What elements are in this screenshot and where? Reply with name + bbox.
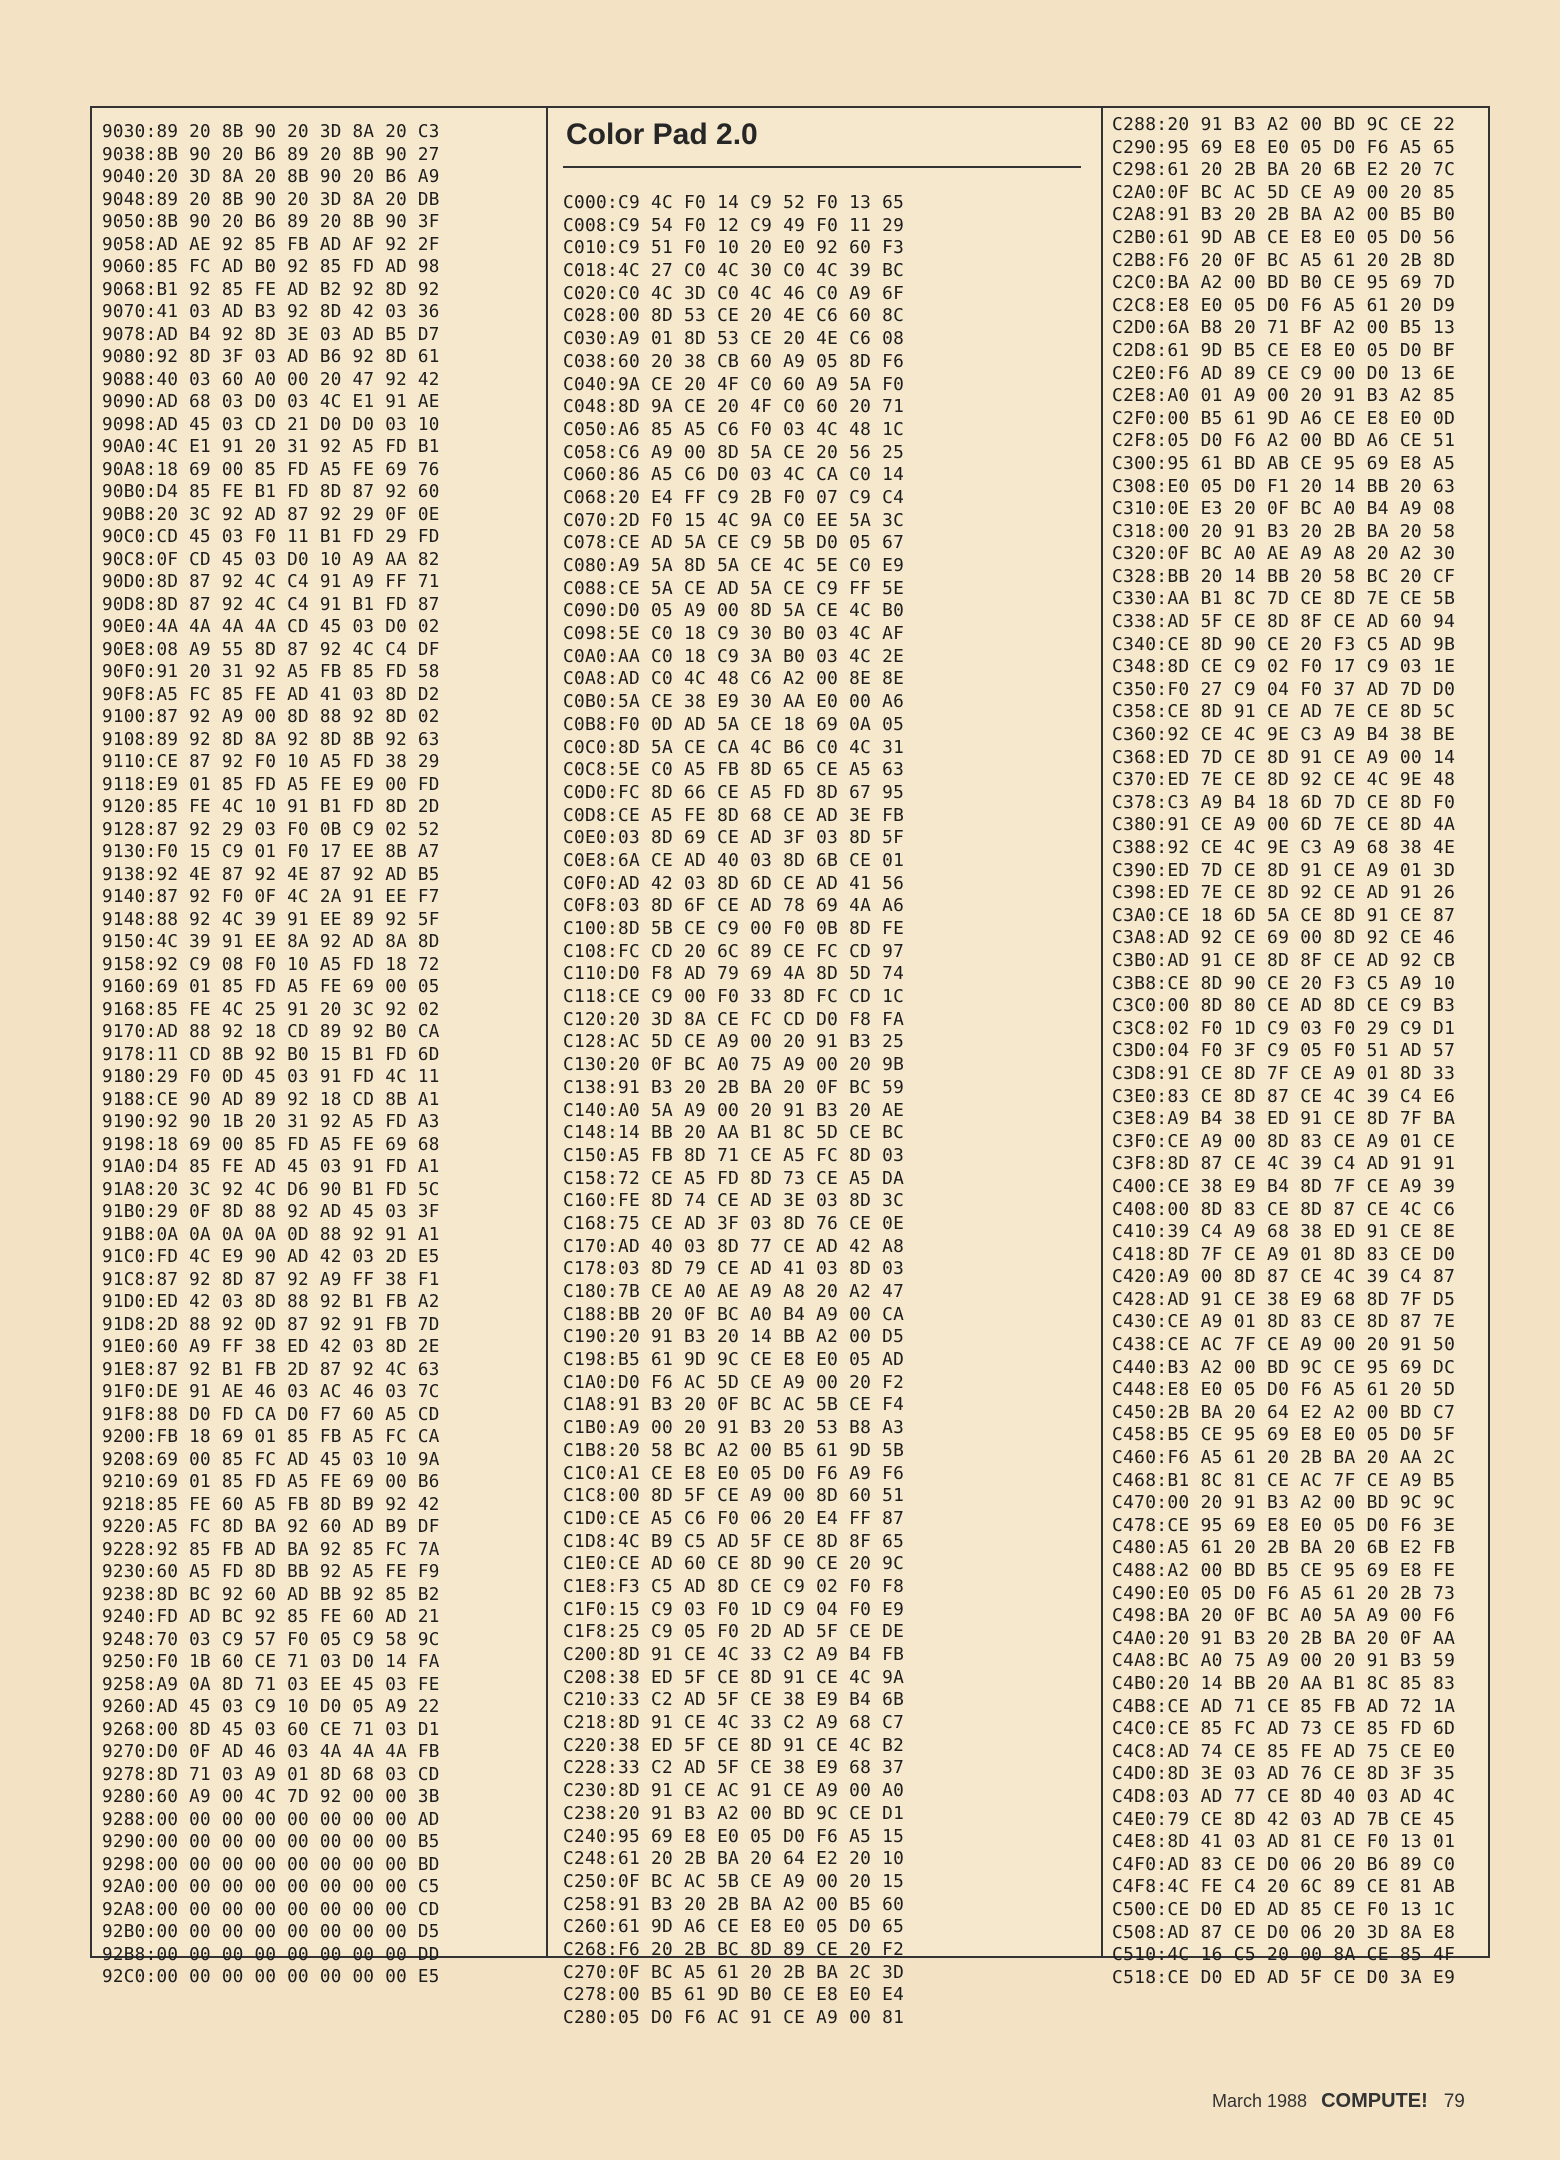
listing-line: 91D8:2D 88 92 0D 87 92 91 FB 7D <box>102 1314 440 1335</box>
listing-line: C478:CE 95 69 E8 E0 05 D0 F6 3E <box>1112 1514 1456 1536</box>
listing-line: C460:F6 A5 61 20 2B BA 20 AA 2C <box>1112 1447 1456 1469</box>
listing-line: 9220:A5 FC 8D BA 92 60 AD B9 DF <box>102 1517 440 1537</box>
listing-line: C260:61 9D A6 CE E8 E0 05 D0 65 <box>563 1916 905 1938</box>
listing-line: 9280:60 A9 00 4C 7D 92 00 00 3B <box>102 1787 440 1807</box>
listing-line: C058:C6 A9 00 8D 5A CE 20 56 25 <box>563 441 905 463</box>
listing-line: 91F8:88 D0 FD CA D0 F7 60 A5 CD <box>102 1404 440 1425</box>
listing-line: 9148:88 92 4C 39 91 EE 89 92 5F <box>102 909 440 930</box>
listing-line: C228:33 C2 AD 5F CE 38 E9 68 37 <box>563 1757 905 1779</box>
listing-line: C108:FC CD 20 6C 89 CE FC CD 97 <box>563 940 905 962</box>
listing-line: C3B8:CE 8D 90 CE 20 F3 C5 A9 10 <box>1112 972 1456 994</box>
listing-line: C328:BB 20 14 BB 20 58 BC 20 CF <box>1112 565 1456 587</box>
listing-line: C3C8:02 F0 1D C9 03 F0 29 C9 D1 <box>1112 1017 1456 1039</box>
listing-line: C400:CE 38 E9 B4 8D 7F CE A9 39 <box>1112 1175 1456 1197</box>
listing-line: C3D8:91 CE 8D 7F CE A9 01 8D 33 <box>1112 1062 1456 1084</box>
listing-line: 90A0:4C E1 91 20 31 92 A5 FD B1 <box>102 437 440 457</box>
listing-line: C238:20 91 B3 A2 00 BD 9C CE D1 <box>563 1802 905 1824</box>
page-number: 79 <box>1443 2091 1465 2112</box>
listing-line: C2E8:A0 01 A9 00 20 91 B3 A2 85 <box>1112 385 1456 407</box>
listing-line: 9120:85 FE 4C 10 91 B1 FD 8D 2D <box>102 797 440 817</box>
listing-line: 91C8:87 92 8D 87 92 A9 FF 38 F1 <box>102 1269 440 1290</box>
listing-line: 9090:AD 68 03 D0 03 4C E1 91 AE <box>102 392 440 412</box>
listing-line: C4C0:CE 85 FC AD 73 CE 85 FD 6D <box>1112 1718 1456 1740</box>
article-title: Color Pad 2.0 <box>566 118 758 151</box>
listing-line: C150:A5 FB 8D 71 CE A5 FC 8D 03 <box>563 1144 905 1166</box>
listing-line: C1B0:A9 00 20 91 B3 20 53 B8 A3 <box>563 1417 905 1439</box>
magazine-name: COMPUTE! <box>1321 2090 1428 2112</box>
listing-line: 9270:D0 0F AD 46 03 4A 4A 4A FB <box>102 1742 440 1762</box>
listing-line: C1A0:D0 F6 AC 5D CE A9 00 20 F2 <box>563 1371 905 1393</box>
listing-line: C138:91 B3 20 2B BA 20 0F BC 59 <box>563 1076 905 1098</box>
listing-line: 90A8:18 69 00 85 FD A5 FE 69 76 <box>102 459 440 480</box>
listing-line: 91F0:DE 91 AE 46 03 AC 46 03 7C <box>102 1382 440 1402</box>
listing-line: 92A8:00 00 00 00 00 00 00 00 CD <box>102 1899 440 1920</box>
listing-line: C240:95 69 E8 E0 05 D0 F6 A5 15 <box>563 1825 905 1847</box>
listing-line: 91B0:29 0F 8D 88 92 AD 45 03 3F <box>102 1202 440 1222</box>
listing-line: C070:2D F0 15 4C 9A C0 EE 5A 3C <box>563 509 905 531</box>
listing-line: C190:20 91 B3 20 14 BB A2 00 D5 <box>563 1326 905 1348</box>
listing-line: C068:20 E4 FF C9 2B F0 07 C9 C4 <box>563 486 905 508</box>
listing-line: C4D8:03 AD 77 CE 8D 40 03 AD 4C <box>1112 1785 1456 1807</box>
listing-line: C500:CE D0 ED AD 85 CE F0 13 1C <box>1112 1898 1456 1920</box>
listing-line: 9058:AD AE 92 85 FB AD AF 92 2F <box>102 234 440 255</box>
listing-line: C048:8D 9A CE 20 4F C0 60 20 71 <box>563 396 905 418</box>
listing-line: 9118:E9 01 85 FD A5 FE E9 00 FD <box>102 774 440 795</box>
listing-line: C298:61 20 2B BA 20 6B E2 20 7C <box>1112 159 1456 181</box>
listing-line: C018:4C 27 C0 4C 30 C0 4C 39 BC <box>563 260 905 282</box>
listing-line: 9140:87 92 F0 0F 4C 2A 91 EE F7 <box>102 887 440 907</box>
listing-line: C1D8:4C B9 C5 AD 5F CE 8D 8F 65 <box>563 1530 905 1552</box>
listing-line: C0B0:5A CE 38 E9 30 AA E0 00 A6 <box>563 691 905 713</box>
listing-line: C420:A9 00 8D 87 CE 4C 39 C4 87 <box>1112 1266 1456 1288</box>
listing-line: 9138:92 4E 87 92 4E 87 92 AD B5 <box>102 864 440 885</box>
listing-line: 9190:92 90 1B 20 31 92 A5 FD A3 <box>102 1112 440 1132</box>
listing-line: 9188:CE 90 AD 89 92 18 CD 8B A1 <box>102 1089 440 1110</box>
listing-line: 9128:87 92 29 03 F0 0B C9 02 52 <box>102 819 440 840</box>
listing-line: C080:A9 5A 8D 5A CE 4C 5E C0 E9 <box>563 555 905 576</box>
listing-line: C388:92 CE 4C 9E C3 A9 68 38 4E <box>1112 837 1456 858</box>
listing-line: 92B0:00 00 00 00 00 00 00 00 D5 <box>102 1922 440 1942</box>
listing-line: C3A8:AD 92 CE 69 00 8D 92 CE 46 <box>1112 927 1456 949</box>
listing-line: 9218:85 FE 60 A5 FB 8D B9 92 42 <box>102 1494 440 1515</box>
listing-line: C310:0E E3 20 0F BC A0 B4 A9 08 <box>1112 498 1456 520</box>
listing-line: C220:38 ED 5F CE 8D 91 CE 4C B2 <box>563 1734 905 1756</box>
listing-line: C428:AD 91 CE 38 E9 68 8D 7F D5 <box>1112 1288 1456 1310</box>
listing-line: C170:AD 40 03 8D 77 CE AD 42 A8 <box>563 1235 905 1257</box>
listing-line: C418:8D 7F CE A9 01 8D 83 CE D0 <box>1112 1243 1456 1265</box>
listing-line: C2D8:61 9D B5 CE E8 E0 05 D0 BF <box>1112 339 1456 361</box>
listing-line: C008:C9 54 F0 12 C9 49 F0 11 29 <box>563 214 905 236</box>
listing-line: C140:A0 5A A9 00 20 91 B3 20 AE <box>563 1099 905 1121</box>
listing-line: C180:7B CE A0 AE A9 A8 20 A2 47 <box>563 1281 905 1302</box>
listing-line: C178:03 8D 79 CE AD 41 03 8D 03 <box>563 1258 905 1280</box>
listing-line: C300:95 61 BD AB CE 95 69 E8 A5 <box>1112 452 1456 474</box>
listing-line: C440:B3 A2 00 BD 9C CE 95 69 DC <box>1112 1356 1456 1378</box>
listing-line: 9110:CE 87 92 F0 10 A5 FD 38 29 <box>102 752 440 772</box>
listing-line: 90E8:08 A9 55 8D 87 92 4C C4 DF <box>102 639 440 660</box>
listing-line: 9160:69 01 85 FD A5 FE 69 00 05 <box>102 977 440 997</box>
listing-line: C340:CE 8D 90 CE 20 F3 C5 AD 9B <box>1112 633 1456 655</box>
listing-line: C2F8:05 D0 F6 A2 00 BD A6 CE 51 <box>1112 430 1456 452</box>
listing-line: C430:CE A9 01 8D 83 CE 8D 87 7E <box>1112 1311 1456 1333</box>
listing-line: C450:2B BA 20 64 E2 A2 00 BD C7 <box>1112 1401 1456 1423</box>
listing-line: C4A8:BC A0 75 A9 00 20 91 B3 59 <box>1112 1650 1456 1672</box>
listing-line: C2B8:F6 20 0F BC A5 61 20 2B 8D <box>1112 249 1456 271</box>
listing-line: C3E8:A9 B4 38 ED 91 CE 8D 7F BA <box>1112 1108 1456 1130</box>
listing-line: C410:39 C4 A9 68 38 ED 91 CE 8E <box>1112 1221 1456 1243</box>
listing-line: C0B8:F0 0D AD 5A CE 18 69 0A 05 <box>563 713 905 735</box>
listing-line: C368:ED 7D CE 8D 91 CE A9 00 14 <box>1112 746 1456 768</box>
listing-line: C4F0:AD 83 CE D0 06 20 B6 89 C0 <box>1112 1853 1456 1875</box>
listing-line: 91E8:87 92 B1 FB 2D 87 92 4C 63 <box>102 1359 440 1380</box>
listing-line: C448:E8 E0 05 D0 F6 A5 61 20 5D <box>1112 1379 1456 1401</box>
listing-line: 90C8:0F CD 45 03 D0 10 A9 AA 82 <box>102 549 440 570</box>
listing-line: C398:ED 7E CE 8D 92 CE AD 91 26 <box>1112 882 1456 904</box>
listing-line: C158:72 CE A5 FD 8D 73 CE A5 DA <box>563 1167 905 1189</box>
listing-line: C318:00 20 91 B3 20 2B BA 20 58 <box>1112 520 1456 542</box>
listing-line: C218:8D 91 CE 4C 33 C2 A9 68 C7 <box>563 1712 905 1734</box>
listing-line: 91E0:60 A9 FF 38 ED 42 03 8D 2E <box>102 1337 440 1357</box>
listing-line: 9040:20 3D 8A 20 8B 90 20 B6 A9 <box>102 167 440 187</box>
listing-line: C2C0:BA A2 00 BD B0 CE 95 69 7D <box>1112 272 1456 294</box>
listing-line: C0A8:AD C0 4C 48 C6 A2 00 8E 8E <box>563 668 905 690</box>
listing-line: 90B0:D4 85 FE B1 FD 8D 87 92 60 <box>102 482 440 502</box>
listing-line: C128:AC 5D CE A9 00 20 91 B3 25 <box>563 1031 905 1053</box>
listing-line: C2B0:61 9D AB CE E8 E0 05 D0 56 <box>1112 226 1456 248</box>
listing-line: C098:5E C0 18 C9 30 B0 03 4C AF <box>563 623 905 645</box>
listing-line: 9198:18 69 00 85 FD A5 FE 69 68 <box>102 1134 440 1155</box>
listing-line: C030:A9 01 8D 53 CE 20 4E C6 08 <box>563 328 905 350</box>
listing-line: C088:CE 5A CE AD 5A CE C9 FF 5E <box>563 577 905 599</box>
listing-line: C2D0:6A B8 20 71 BF A2 00 B5 13 <box>1112 317 1456 339</box>
listing-line: 9180:29 F0 0D 45 03 91 FD 4C 11 <box>102 1067 440 1087</box>
listing-line: 92C0:00 00 00 00 00 00 00 00 E5 <box>102 1967 440 1987</box>
listing-line: C038:60 20 38 CB 60 A9 05 8D F6 <box>563 350 905 372</box>
listing-line: 9228:92 85 FB AD BA 92 85 FC 7A <box>102 1539 440 1560</box>
listing-line: C2A0:0F BC AC 5D CE A9 00 20 85 <box>1112 181 1456 203</box>
listing-line: C1E8:F3 C5 AD 8D CE C9 02 F0 F8 <box>563 1575 905 1597</box>
listing-line: 9088:40 03 60 A0 00 20 47 92 42 <box>102 369 440 390</box>
listing-line: 9070:41 03 AD B3 92 8D 42 03 36 <box>102 302 440 322</box>
listing-line: 90D0:8D 87 92 4C C4 91 A9 FF 71 <box>102 572 440 592</box>
page-footer <box>1212 2090 1492 2120</box>
listing-line: C040:9A CE 20 4F C0 60 A9 5A F0 <box>563 373 905 395</box>
listing-line: C230:8D 91 CE AC 91 CE A9 00 A0 <box>563 1780 905 1802</box>
listing-line: 9230:60 A5 FD 8D BB 92 A5 FE F9 <box>102 1562 440 1582</box>
listing-line: 9048:89 20 8B 90 20 3D 8A 20 DB <box>102 189 440 210</box>
listing-line: C000:C9 4C F0 14 C9 52 F0 13 65 <box>563 192 905 213</box>
listing-line: C0F0:AD 42 03 8D 6D CE AD 41 56 <box>563 872 905 894</box>
listing-line: C248:61 20 2B BA 20 64 E2 20 10 <box>563 1848 905 1870</box>
listing-line: C110:D0 F8 AD 79 69 4A 8D 5D 74 <box>563 963 905 985</box>
listing-line: 9200:FB 18 69 01 85 FB A5 FC CA <box>102 1427 440 1447</box>
listing-line: 9260:AD 45 03 C9 10 D0 05 A9 22 <box>102 1697 440 1717</box>
listing-line: C0D8:CE A5 FE 8D 68 CE AD 3E FB <box>563 804 905 826</box>
listing-line: C518:CE D0 ED AD 5F CE D0 3A E9 <box>1112 1966 1456 1988</box>
listing-line: C4D0:8D 3E 03 AD 76 CE 8D 3F 35 <box>1112 1763 1456 1785</box>
right-listing-column <box>1103 108 1488 1988</box>
listing-line: C320:0F BC A0 AE A9 A8 20 A2 30 <box>1112 543 1456 565</box>
listing-line: 9250:F0 1B 60 CE 71 03 D0 14 FA <box>102 1652 440 1672</box>
listing-line: 92A0:00 00 00 00 00 00 00 00 C5 <box>102 1877 440 1897</box>
listing-line: C380:91 CE A9 00 6D 7E CE 8D 4A <box>1112 814 1456 836</box>
listing-line: C250:0F BC AC 5B CE A9 00 20 15 <box>563 1870 905 1892</box>
listing-line: C1F0:15 C9 03 F0 1D C9 04 F0 E9 <box>563 1598 905 1620</box>
listing-frame <box>90 106 1490 2028</box>
listing-line: 9240:FD AD BC 92 85 FE 60 AD 21 <box>102 1607 440 1627</box>
listing-line: C290:95 69 E8 E0 05 D0 F6 A5 65 <box>1112 136 1456 158</box>
listing-line: C4F8:4C FE C4 20 6C 89 CE 81 AB <box>1112 1876 1456 1898</box>
listing-line: C1C8:00 8D 5F CE A9 00 8D 60 51 <box>563 1485 905 1507</box>
listing-line: C378:C3 A9 B4 18 6D 7D CE 8D F0 <box>1112 791 1456 813</box>
listing-line: 90E0:4A 4A 4A 4A CD 45 03 D0 02 <box>102 617 440 637</box>
listing-line: C1E0:CE AD 60 CE 8D 90 CE 20 9C <box>563 1553 905 1575</box>
listing-line: C4E8:8D 41 03 AD 81 CE F0 13 01 <box>1112 1831 1456 1853</box>
listing-line: C050:A6 85 A5 C6 F0 03 4C 48 1C <box>563 418 905 440</box>
listing-line: 9080:92 8D 3F 03 AD B6 92 8D 61 <box>102 347 440 367</box>
listing-line: C3E0:83 CE 8D 87 CE 4C 39 C4 E6 <box>1112 1085 1456 1107</box>
listing-line: 9038:8B 90 20 B6 89 20 8B 90 27 <box>102 144 440 165</box>
listing-line: C2C8:E8 E0 05 D0 F6 A5 61 20 D9 <box>1112 294 1456 316</box>
listing-line: 9210:69 01 85 FD A5 FE 69 00 B6 <box>102 1472 440 1492</box>
listing-line: 91A0:D4 85 FE AD 45 03 91 FD A1 <box>102 1157 440 1177</box>
listing-line: C490:E0 05 D0 F6 A5 61 20 2B 73 <box>1112 1582 1456 1604</box>
listing-line: C498:BA 20 0F BC A0 5A A9 00 F6 <box>1112 1605 1456 1627</box>
middle-listing-column <box>546 108 1103 2028</box>
listing-line: C3F0:CE A9 00 8D 83 CE A9 01 CE <box>1112 1130 1456 1152</box>
listing-line: 9298:00 00 00 00 00 00 00 00 BD <box>102 1854 440 1875</box>
listing-line: 9078:AD B4 92 8D 3E 03 AD B5 D7 <box>102 324 440 345</box>
listing-line: 9288:00 00 00 00 00 00 00 00 AD <box>102 1809 440 1830</box>
title-divider <box>563 166 1081 168</box>
listing-line: 9238:8D BC 92 60 AD BB 92 85 B2 <box>102 1584 440 1605</box>
listing-line: C330:AA B1 8C 7D CE 8D 7E CE 5B <box>1112 588 1456 610</box>
listing-line: C060:86 A5 C6 D0 03 4C CA C0 14 <box>563 464 905 486</box>
listing-line: C1F8:25 C9 05 F0 2D AD 5F CE DE <box>563 1621 905 1643</box>
listing-line: C100:8D 5B CE C9 00 F0 0B 8D FE <box>563 918 905 939</box>
listing-line: C438:CE AC 7F CE A9 00 20 91 50 <box>1112 1334 1456 1356</box>
listing-line: C0C0:8D 5A CE CA 4C B6 C0 4C 31 <box>563 736 905 758</box>
listing-line: 91A8:20 3C 92 4C D6 90 B1 FD 5C <box>102 1179 440 1200</box>
listing-line: C4B0:20 14 BB 20 AA B1 8C 85 83 <box>1112 1672 1456 1694</box>
listing-line: C280:05 D0 F6 AC 91 CE A9 00 81 <box>563 2007 905 2028</box>
listing-line: C4E0:79 CE 8D 42 03 AD 7B CE 45 <box>1112 1808 1456 1830</box>
listing-line: 91C0:FD 4C E9 90 AD 42 03 2D E5 <box>102 1247 440 1267</box>
listing-line: 9060:85 FC AD B0 92 85 FD AD 98 <box>102 257 440 277</box>
listing-line: C3B0:AD 91 CE 8D 8F CE AD 92 CB <box>1112 949 1456 971</box>
listing-line: 9208:69 00 85 FC AD 45 03 10 9A <box>102 1449 440 1470</box>
listing-line: C1A8:91 B3 20 0F BC AC 5B CE F4 <box>563 1394 905 1416</box>
listing-line: C4C8:AD 74 CE 85 FE AD 75 CE E0 <box>1112 1740 1456 1762</box>
listing-line: C160:FE 8D 74 CE AD 3E 03 8D 3C <box>563 1190 905 1212</box>
listing-line: C348:8D CE C9 02 F0 17 C9 03 1E <box>1112 656 1456 678</box>
listing-line: 9108:89 92 8D 8A 92 8D 8B 92 63 <box>102 729 440 750</box>
listing-line: C408:00 8D 83 CE 8D 87 CE 4C C6 <box>1112 1198 1456 1220</box>
listing-line: C130:20 0F BC A0 75 A9 00 20 9B <box>563 1054 905 1076</box>
listing-line: 9050:8B 90 20 B6 89 20 8B 90 3F <box>102 212 440 232</box>
listing-line: C338:AD 5F CE 8D 8F CE AD 60 94 <box>1112 611 1456 633</box>
listing-line: 9278:8D 71 03 A9 01 8D 68 03 CD <box>102 1764 440 1785</box>
listing-line: 9290:00 00 00 00 00 00 00 00 B5 <box>102 1832 440 1852</box>
listing-line: C2F0:00 B5 61 9D A6 CE E8 E0 0D <box>1112 407 1456 429</box>
listing-line: 90F0:91 20 31 92 A5 FB 85 FD 58 <box>102 662 440 682</box>
listing-line: 90C0:CD 45 03 F0 11 B1 FD 29 FD <box>102 527 440 547</box>
listing-line: C480:A5 61 20 2B BA 20 6B E2 FB <box>1112 1537 1456 1559</box>
listing-line: C148:14 BB 20 AA B1 8C 5D CE BC <box>563 1122 905 1144</box>
listing-line: 90B8:20 3C 92 AD 87 92 29 0F 0E <box>102 504 440 525</box>
listing-line: C458:B5 CE 95 69 E8 E0 05 D0 5F <box>1112 1424 1456 1446</box>
listing-line: 9150:4C 39 91 EE 8A 92 AD 8A 8D <box>102 932 440 952</box>
listing-line: C0F8:03 8D 6F CE AD 78 69 4A A6 <box>563 895 905 917</box>
listing-line: C270:0F BC A5 61 20 2B BA 2C 3D <box>563 1961 905 1983</box>
listing-line: C278:00 B5 61 9D B0 CE E8 E0 E4 <box>563 1984 905 2006</box>
listing-line: 9130:F0 15 C9 01 F0 17 EE 8B A7 <box>102 842 440 862</box>
listing-line: C2A8:91 B3 20 2B BA A2 00 B5 B0 <box>1112 204 1456 226</box>
listing-line: C4A0:20 91 B3 20 2B BA 20 0F AA <box>1112 1627 1456 1649</box>
listing-line: C288:20 91 B3 A2 00 BD 9C CE 22 <box>1112 114 1456 135</box>
listing-line: C390:ED 7D CE 8D 91 CE A9 01 3D <box>1112 859 1456 881</box>
listing-line: C488:A2 00 BD B5 CE 95 69 E8 FE <box>1112 1560 1456 1581</box>
listing-line: 91B8:0A 0A 0A 0A 0D 88 92 91 A1 <box>102 1224 440 1245</box>
listing-line: C370:ED 7E CE 8D 92 CE 4C 9E 48 <box>1112 769 1456 791</box>
left-listing-column <box>92 108 546 1987</box>
listing-line: 9258:A9 0A 8D 71 03 EE 45 03 FE <box>102 1674 440 1695</box>
listing-line: C0D0:FC 8D 66 CE A5 FD 8D 67 95 <box>563 781 905 803</box>
listing-line: C188:BB 20 0F BC A0 B4 A9 00 CA <box>563 1303 905 1325</box>
listing-line: C020:C0 4C 3D C0 4C 46 C0 A9 6F <box>563 282 905 304</box>
listing-line: C358:CE 8D 91 CE AD 7E CE 8D 5C <box>1112 701 1456 723</box>
issue-date: March 1988 <box>1212 2091 1308 2111</box>
listing-line: 91D0:ED 42 03 8D 88 92 B1 FB A2 <box>102 1292 440 1312</box>
listing-line: C3F8:8D 87 CE 4C 39 C4 AD 91 91 <box>1112 1153 1456 1175</box>
listing-line: 92B8:00 00 00 00 00 00 00 00 DD <box>102 1944 440 1965</box>
listing-line: C4B8:CE AD 71 CE 85 FB AD 72 1A <box>1112 1695 1456 1717</box>
listing-line: C1D0:CE A5 C6 F0 06 20 E4 FF 87 <box>563 1507 905 1529</box>
listing-line: 9068:B1 92 85 FE AD B2 92 8D 92 <box>102 279 440 300</box>
listing-line: C168:75 CE AD 3F 03 8D 76 CE 0E <box>563 1212 905 1234</box>
listing-line: 90F8:A5 FC 85 FE AD 41 03 8D D2 <box>102 684 440 705</box>
listing-line: C510:4C 16 C5 20 00 8A CE 85 4F <box>1112 1944 1456 1966</box>
listing-line: C078:CE AD 5A CE C9 5B D0 05 67 <box>563 532 905 554</box>
listing-line: C1C0:A1 CE E8 E0 05 D0 F6 A9 F6 <box>563 1462 905 1484</box>
listing-line: C0E0:03 8D 69 CE AD 3F 03 8D 5F <box>563 827 905 849</box>
listing-line: C3A0:CE 18 6D 5A CE 8D 91 CE 87 <box>1112 904 1456 926</box>
listing-line: C258:91 B3 20 2B BA A2 00 B5 60 <box>563 1893 905 1915</box>
listing-line: C268:F6 20 2B BC 8D 89 CE 20 F2 <box>563 1938 905 1960</box>
listing-line: C028:00 8D 53 CE 20 4E C6 60 8C <box>563 305 905 327</box>
listing-line: C118:CE C9 00 F0 33 8D FC CD 1C <box>563 986 905 1008</box>
listing-line: 9268:00 8D 45 03 60 CE 71 03 D1 <box>102 1719 440 1740</box>
listing-line: 9168:85 FE 4C 25 91 20 3C 92 02 <box>102 999 440 1020</box>
listing-line: C0E8:6A CE AD 40 03 8D 6B CE 01 <box>563 849 905 871</box>
listing-line: C210:33 C2 AD 5F CE 38 E9 B4 6B <box>563 1689 905 1711</box>
listing-line: 9030:89 20 8B 90 20 3D 8A 20 C3 <box>102 122 440 142</box>
listing-line: C198:B5 61 9D 9C CE E8 E0 05 AD <box>563 1349 905 1371</box>
listing-line: C1B8:20 58 BC A2 00 B5 61 9D 5B <box>563 1439 905 1461</box>
listing-line: 9098:AD 45 03 CD 21 D0 D0 03 10 <box>102 414 440 435</box>
listing-line: 9178:11 CD 8B 92 B0 15 B1 FD 6D <box>102 1044 440 1065</box>
listing-line: C3D0:04 F0 3F C9 05 F0 51 AD 57 <box>1112 1040 1456 1062</box>
listing-line: 9248:70 03 C9 57 F0 05 C9 58 9C <box>102 1629 440 1650</box>
listing-line: C360:92 CE 4C 9E C3 A9 B4 38 BE <box>1112 724 1456 746</box>
listing-line: C508:AD 87 CE D0 06 20 3D 8A E8 <box>1112 1921 1456 1943</box>
listing-line: C2E0:F6 AD 89 CE C9 00 D0 13 6E <box>1112 362 1456 384</box>
listing-line: C090:D0 05 A9 00 8D 5A CE 4C B0 <box>563 600 905 622</box>
listing-line: 90D8:8D 87 92 4C C4 91 B1 FD 87 <box>102 594 440 615</box>
listing-line: C470:00 20 91 B3 A2 00 BD 9C 9C <box>1112 1492 1456 1514</box>
listing-line: C208:38 ED 5F CE 8D 91 CE 4C 9A <box>563 1666 905 1688</box>
listing-line: 9158:92 C9 08 F0 10 A5 FD 18 72 <box>102 954 440 975</box>
listing-line: C3C0:00 8D 80 CE AD 8D CE C9 B3 <box>1112 995 1456 1017</box>
listing-line: 9170:AD 88 92 18 CD 89 92 B0 CA <box>102 1022 440 1042</box>
listing-line: C0A0:AA C0 18 C9 3A B0 03 4C 2E <box>563 645 905 667</box>
listing-line: C120:20 3D 8A CE FC CD D0 F8 FA <box>563 1008 905 1030</box>
listing-line: C010:C9 51 F0 10 20 E0 92 60 F3 <box>563 237 905 259</box>
listing-line: C468:B1 8C 81 CE AC 7F CE A9 B5 <box>1112 1469 1456 1491</box>
listing-line: C350:F0 27 C9 04 F0 37 AD 7D D0 <box>1112 678 1456 700</box>
listing-line: 9100:87 92 A9 00 8D 88 92 8D 02 <box>102 707 440 727</box>
listing-line: C308:E0 05 D0 F1 20 14 BB 20 63 <box>1112 475 1456 497</box>
listing-line: C0C8:5E C0 A5 FB 8D 65 CE A5 63 <box>563 759 905 781</box>
listing-line: C200:8D 91 CE 4C 33 C2 A9 B4 FB <box>563 1644 905 1665</box>
